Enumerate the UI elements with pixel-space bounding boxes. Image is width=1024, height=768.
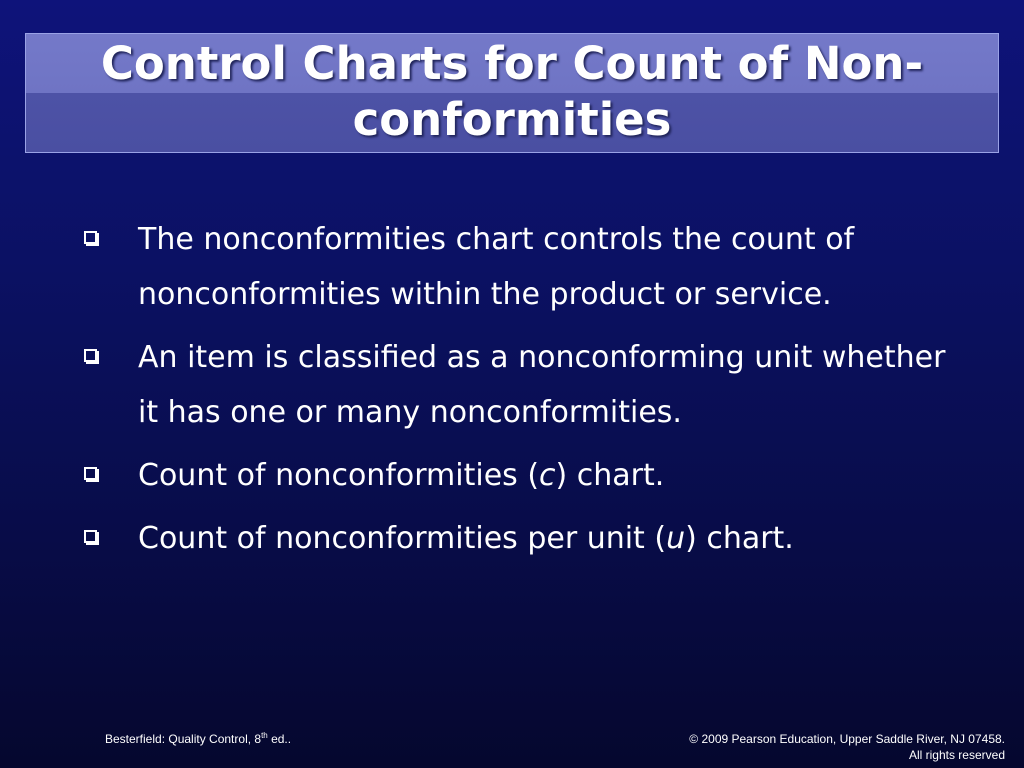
bullet-list: [80, 212, 960, 574]
square-bullet-icon: [84, 349, 97, 362]
slide-title-bar: [25, 33, 999, 153]
bullet-text: Count of nonconformities per unit (: [138, 521, 667, 556]
bullet-text: The nonconformities chart controls the count of nonconformities within the product or service.: [138, 222, 855, 312]
bullet-variable: c: [539, 458, 556, 493]
footer-copyright: [689, 731, 1005, 763]
footer-citation: [105, 731, 291, 746]
bullet-text-suffix: ) chart.: [555, 458, 665, 493]
copyright-line: © 2009 Pearson Education, Upper Saddle River, NJ 07458.: [689, 732, 1005, 746]
bullet-text-suffix: ) chart.: [685, 521, 794, 556]
footer-citation-sup: th: [261, 731, 268, 740]
bullet-text: An item is classified as a nonconforming unit whether it has one or many nonconformities.: [138, 340, 946, 430]
bullet-item: [80, 330, 960, 440]
footer-citation-text: Besterfield: Quality Control, 8: [105, 732, 262, 746]
square-bullet-icon: [84, 467, 97, 480]
square-bullet-icon: [84, 231, 97, 244]
square-bullet-icon: [84, 530, 97, 543]
bullet-item: [80, 212, 960, 322]
bullet-item: [80, 448, 960, 503]
footer-citation-suffix: ed..: [267, 732, 292, 746]
bullet-variable: u: [666, 521, 686, 556]
bullet-text: Count of nonconformities (: [138, 458, 540, 493]
slide-title: Control Charts for Count of Non-conformities: [100, 37, 924, 146]
rights-line: All rights reserved: [908, 748, 1005, 762]
bullet-item: [80, 511, 960, 566]
